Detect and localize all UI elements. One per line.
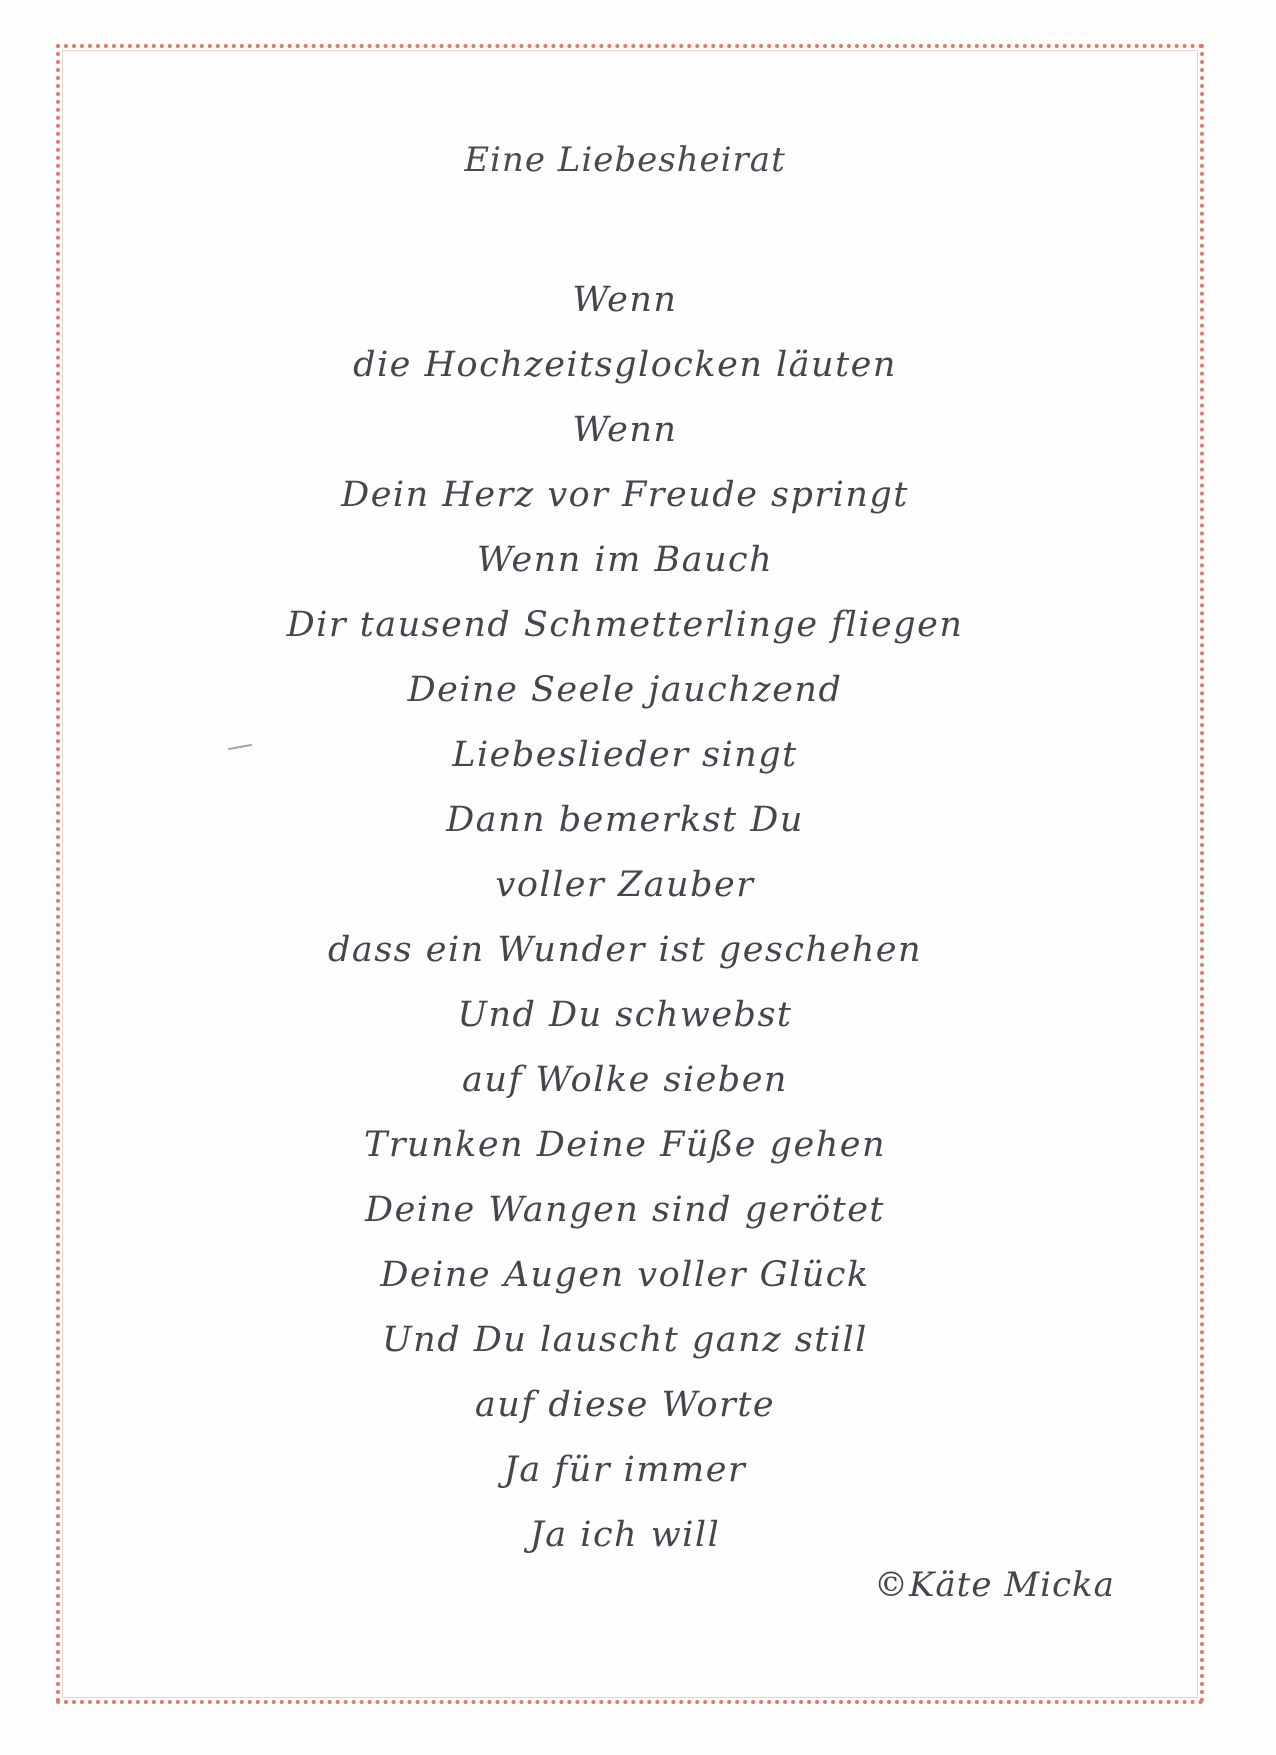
poem-line: Wenn im Bauch [476, 540, 774, 580]
poem-line: Und Du lauscht ganz still [382, 1320, 868, 1360]
poem-line: Deine Wangen sind gerötet [365, 1190, 885, 1230]
poem-line: Ja für immer [503, 1450, 747, 1490]
poem-line: auf diese Worte [474, 1385, 776, 1425]
poem-line: Dir tausend Schmetterlinge fliegen [286, 605, 964, 645]
poem-line: Ja ich will [529, 1515, 721, 1555]
author-copyright: ©Käte Micka [874, 1565, 1115, 1605]
poem-body [0, 268, 1276, 1568]
poem-line: Deine Seele jauchzend [407, 670, 843, 710]
poem-line: Wenn [572, 410, 678, 450]
poem-line: Trunken Deine Füße gehen [363, 1125, 887, 1165]
poem-line: Deine Augen voller Glück [380, 1255, 870, 1295]
poem-line: die Hochzeitsglocken läuten [353, 345, 897, 385]
poem-line: Wenn [572, 280, 678, 320]
poem-line: Und Du schwebst [457, 995, 793, 1035]
poem-line: Dein Herz vor Freude springt [341, 475, 909, 515]
poem-line: auf Wolke sieben [462, 1060, 788, 1100]
poem-line: Dann bemerkst Du [446, 800, 804, 840]
poem-line: voller Zauber [495, 865, 755, 905]
poem-line: Liebeslieder singt [452, 735, 798, 775]
poem-line: dass ein Wunder ist geschehen [327, 930, 923, 970]
poem-title: Eine Liebesheirat [464, 140, 786, 180]
